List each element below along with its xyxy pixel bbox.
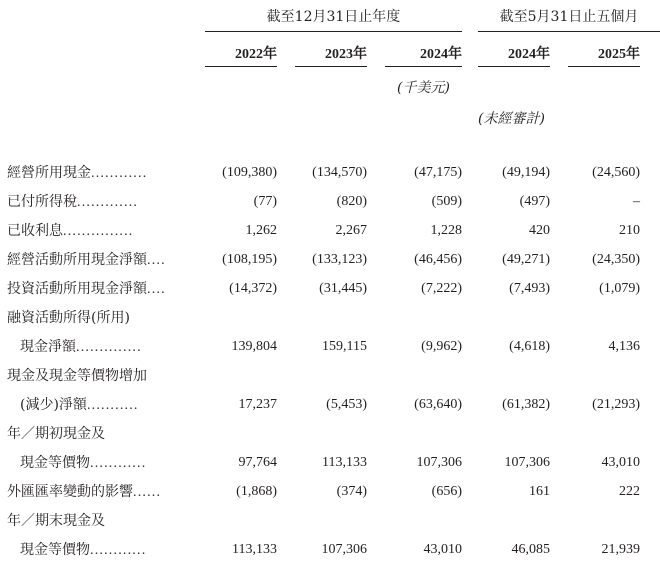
table-cell: 97,764 [238,455,277,470]
leader-dots: ............... [63,224,134,239]
table-cell: (63,640) [414,397,462,412]
leader-dots: ............. [77,195,139,210]
table-cell: – [633,194,640,209]
table-cell: (4,618) [509,339,550,354]
table-cell: 107,306 [504,455,550,470]
table-cell: (24,350) [592,252,640,267]
table-cell: (1,079) [599,281,640,296]
row-label-text: 已收利息 [7,223,63,239]
row-label-text: 投資活動所用現金淨額 [7,281,147,297]
table-cell: 420 [529,223,550,238]
table-cell: 139,804 [231,339,277,354]
table-cell: (21,293) [592,397,640,412]
table-cell: 161 [529,484,550,499]
row-label [7,251,166,270]
leader-dots: ............ [91,166,148,181]
row-label [7,512,105,530]
table-cell: (49,194) [502,165,550,180]
period-header-five-months [478,7,660,32]
period-header-fiscal-years [205,7,462,32]
table-cell: (61,382) [502,397,550,412]
row-label-text: 經營活動所用現金淨額 [7,252,147,268]
leader-dots: .... [147,282,166,297]
table-cell: (133,123) [312,252,367,267]
table-cell: (134,570) [312,165,367,180]
table-cell: 21,939 [601,542,640,557]
table-cell: (24,560) [592,165,640,180]
table-cell: 4,136 [608,339,640,354]
table-cell: 46,085 [511,542,550,557]
table-cell: 17,237 [238,397,277,412]
row-label-text: 年／期初現金及 [7,426,105,442]
year-underline [205,66,277,67]
table-cell: 1,262 [245,223,277,238]
year-header-2023: 2023年 [325,47,367,62]
table-cell: 43,010 [601,455,640,470]
year-underline [568,66,640,67]
period-header-five-months-label: 截至5月31日止五個月 [499,9,639,25]
year-underline [295,66,367,67]
row-label [7,280,166,299]
row-label-text: 現金等價物 [20,542,90,558]
table-cell: 43,010 [423,542,462,557]
row-label [7,367,147,385]
row-label [7,222,134,241]
leader-dots: ............ [90,456,147,471]
table-cell: (5,453) [326,397,367,412]
row-label-text: 現金等價物 [20,455,90,471]
row-label [20,541,146,560]
table-cell: (77) [253,194,277,209]
table-cell: (509) [431,194,462,209]
table-cell: (108,195) [222,252,277,267]
leader-dots: ............ [90,543,147,558]
row-label [20,338,142,357]
leader-dots: ........... [86,398,139,413]
table-cell: 113,133 [322,455,367,470]
table-cell: (7,222) [421,281,462,296]
table-cell: 107,306 [321,542,367,557]
year-header-2024: 2024年 [420,47,462,62]
row-label-text: 融資活動所得(所用) [7,310,130,326]
row-label [7,309,130,327]
table-cell: 2,267 [335,223,367,238]
table-cell: (47,175) [414,165,462,180]
table-cell: (109,380) [222,165,277,180]
table-cell: 107,306 [416,455,462,470]
table-cell: (49,271) [502,252,550,267]
row-label-text: (減少)淨額 [20,397,87,413]
year-underline [385,66,462,67]
table-cell: 113,133 [232,542,277,557]
unit-note: (千美元) [397,80,450,96]
table-cell: 159,115 [322,339,367,354]
row-label [7,193,138,212]
leader-dots: .............. [76,340,142,355]
table-cell: (374) [336,484,367,499]
table-cell: 1,228 [430,223,462,238]
year-header-2024-five-months: 2024年 [508,47,550,62]
leader-dots: .... [147,253,166,268]
table-cell: (820) [336,194,367,209]
row-label-text: 現金淨額 [20,339,76,355]
row-label-text: 已付所得稅 [7,194,77,210]
table-cell: 222 [619,484,640,499]
period-header-fiscal-years-label: 截至12月31日止年度 [266,9,401,25]
table-cell: (46,456) [414,252,462,267]
row-label [7,425,105,443]
year-header-2025-five-months: 2025年 [598,47,640,62]
table-cell: (7,493) [509,281,550,296]
row-label-text: 現金及現金等價物增加 [7,368,147,384]
table-cell: (656) [431,484,462,499]
row-label [20,396,139,415]
leader-dots: ...... [133,485,162,500]
row-label [7,164,147,183]
year-underline [478,66,550,67]
row-label-text: 經營所用現金 [7,165,91,181]
table-cell: (9,962) [421,339,462,354]
year-header-2022: 2022年 [235,47,277,62]
row-label [7,483,161,502]
unaudited-note: (未經審計) [478,111,545,127]
table-cell: (14,372) [229,281,277,296]
row-label-text: 外匯匯率變動的影響 [7,484,133,500]
table-cell: (497) [519,194,550,209]
table-cell: (1,868) [236,484,277,499]
table-cell: 210 [619,223,640,238]
row-label-text: 年／期末現金及 [7,513,105,529]
table-cell: (31,445) [319,281,367,296]
row-label [20,454,146,473]
